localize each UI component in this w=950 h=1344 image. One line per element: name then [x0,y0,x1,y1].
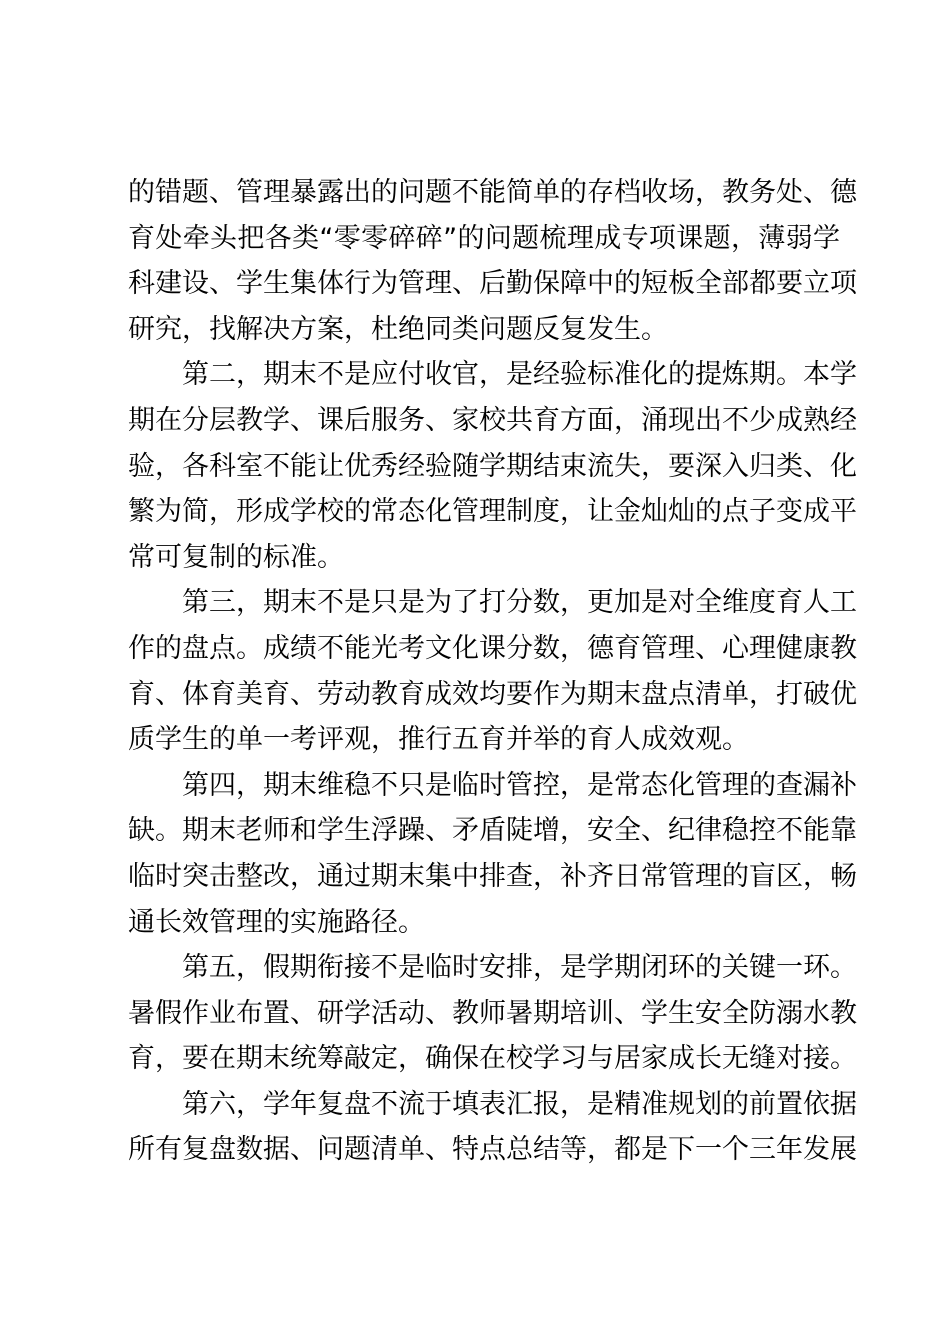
text-line: 常可复制的标准。 [128,541,344,573]
text-line: 育、体育美育、劳动教育成效均要作为期末盘点清单，打破优 [128,678,857,710]
paragraph-sixth [128,1082,857,1173]
text-line: 科建设、学生集体行为管理、后勤保障中的短板全部都要立项 [128,268,857,300]
paragraph-continued [128,170,857,352]
paragraph-third [128,580,857,762]
text-line: 第二，期末不是应付收官，是经验标准化的提炼期。本学 [182,359,857,391]
text-line: 第三，期末不是只是为了打分数，更加是对全维度育人工 [182,587,857,619]
paragraph-fifth [128,945,857,1082]
text-line: 临时突击整改，通过期末集中排查，补齐日常管理的盲区，畅 [128,860,857,892]
text-line: 研究，找解决方案，杜绝同类问题反复发生。 [128,313,668,345]
text-line: 作的盘点。成绩不能光考文化课分数，德育管理、心理健康教 [128,632,857,664]
paragraph-second [128,352,857,580]
text-line: 所有复盘数据、问题清单、特点总结等，都是下一个三年发展 [128,1134,857,1166]
body-text [128,170,857,1173]
text-line: 的错题、管理暴露出的问题不能简单的存档收场，教务处、德 [128,177,857,208]
text-line: 育处牵头把各类“零零碎碎”的问题梳理成专项课题，薄弱学 [128,222,840,254]
text-line: 质学生的单一考评观，推行五育并举的育人成效观。 [128,724,749,756]
text-line: 暑假作业布置、研学活动、教师暑期培训、学生安全防溺水教 [128,997,857,1029]
text-line: 育，要在期末统筹敲定，确保在校学习与居家成长无缝对接。 [128,1043,857,1075]
text-line: 第五，假期衔接不是临时安排，是学期闭环的关键一环。 [182,952,857,984]
text-line: 缺。期末老师和学生浮躁、矛盾陡增，安全、纪律稳控不能靠 [128,815,857,847]
text-line: 第六，学年复盘不流于填表汇报，是精准规划的前置依据 [182,1088,857,1120]
text-line: 验，各科室不能让优秀经验随学期结束流失，要深入归类、化 [128,450,857,482]
text-line: 繁为简，形成学校的常态化管理制度，让金灿灿的点子变成平 [128,496,857,528]
paragraph-fourth [128,763,857,945]
text-line: 通长效管理的实施路径。 [128,906,425,938]
text-line: 期在分层教学、课后服务、家校共育方面，涌现出不少成熟经 [128,404,857,436]
text-line: 第四，期末维稳不只是临时管控，是常态化管理的查漏补 [182,769,857,801]
